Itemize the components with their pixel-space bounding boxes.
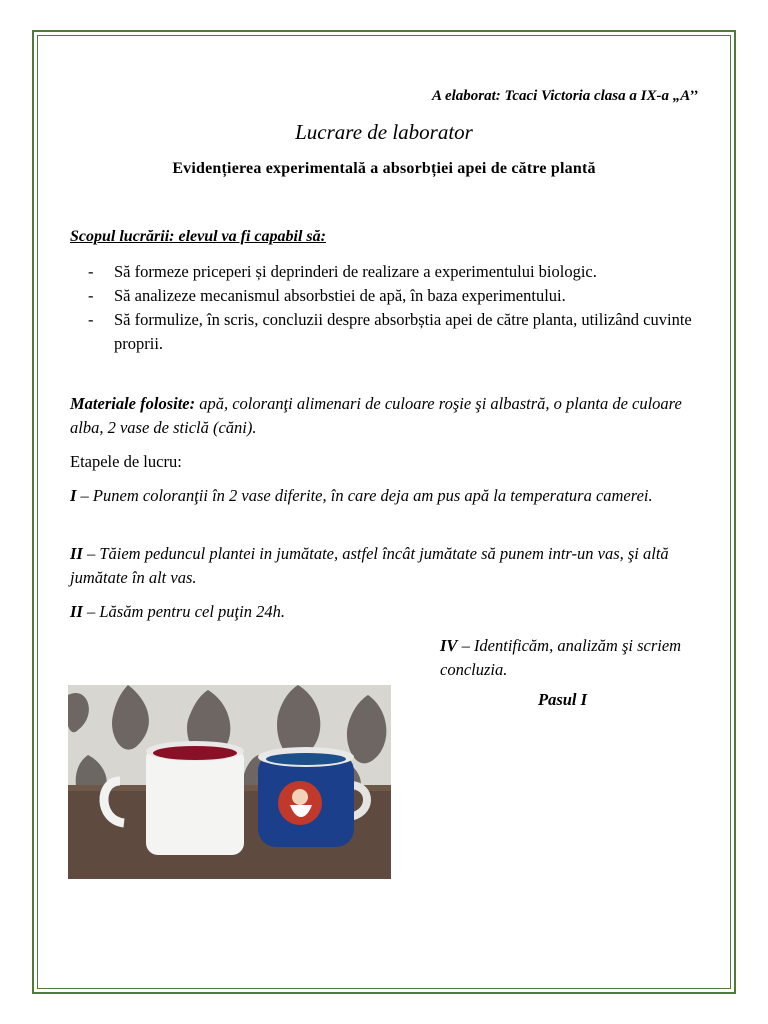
scope-heading: Scopul lucrării: elevul va fi capabil să: (70, 228, 326, 245)
step-4: IV – Identificăm, analizăm şi scriem concluzia. (440, 636, 682, 679)
step-3: II – Lăsăm pentru cel puţin 24h. (70, 602, 285, 621)
document-title: Lucrare de laborator (295, 120, 473, 144)
step-2: II – Tăiem peduncul plantei in jumătate, astfel încât jumătate să punem intr-un vas, şi altă jumătate în alt vas. (70, 544, 669, 587)
goals-list (88, 260, 708, 356)
steps-heading: Etapele de lucru: (70, 452, 182, 471)
photo-two-cups (68, 685, 391, 879)
list-item: - Să formulize, în scris, concluzii despre absorbștia apei de către planta, utilizând cuvinte proprii. (88, 308, 708, 356)
step-1: I – Punem coloranţii în 2 vase diferite, în care deja am pus apă la temperatura camerei. (70, 486, 653, 505)
materials-label: Materiale folosite: (70, 394, 196, 413)
list-item: - Să formeze priceperi și deprinderi de realizare a experimentului biologic. (88, 260, 708, 284)
photo-caption: Pasul I (538, 690, 588, 709)
materials-paragraph (70, 392, 710, 440)
author-line: A elaborat: Tcaci Victoria clasa a IX-a „A’’ (432, 88, 698, 104)
document-subtitle: Evidențierea experimentală a absorbției apei de către plantă (172, 160, 596, 177)
list-item: - Să analizeze mecanismul absorbstiei de apă, în baza experimentului. (88, 284, 708, 308)
materials-text: apă, coloranţi alimenari de culoare roşie şi albastră, o planta de culoare alba, 2 vase de sticlă (căni). (70, 394, 682, 437)
